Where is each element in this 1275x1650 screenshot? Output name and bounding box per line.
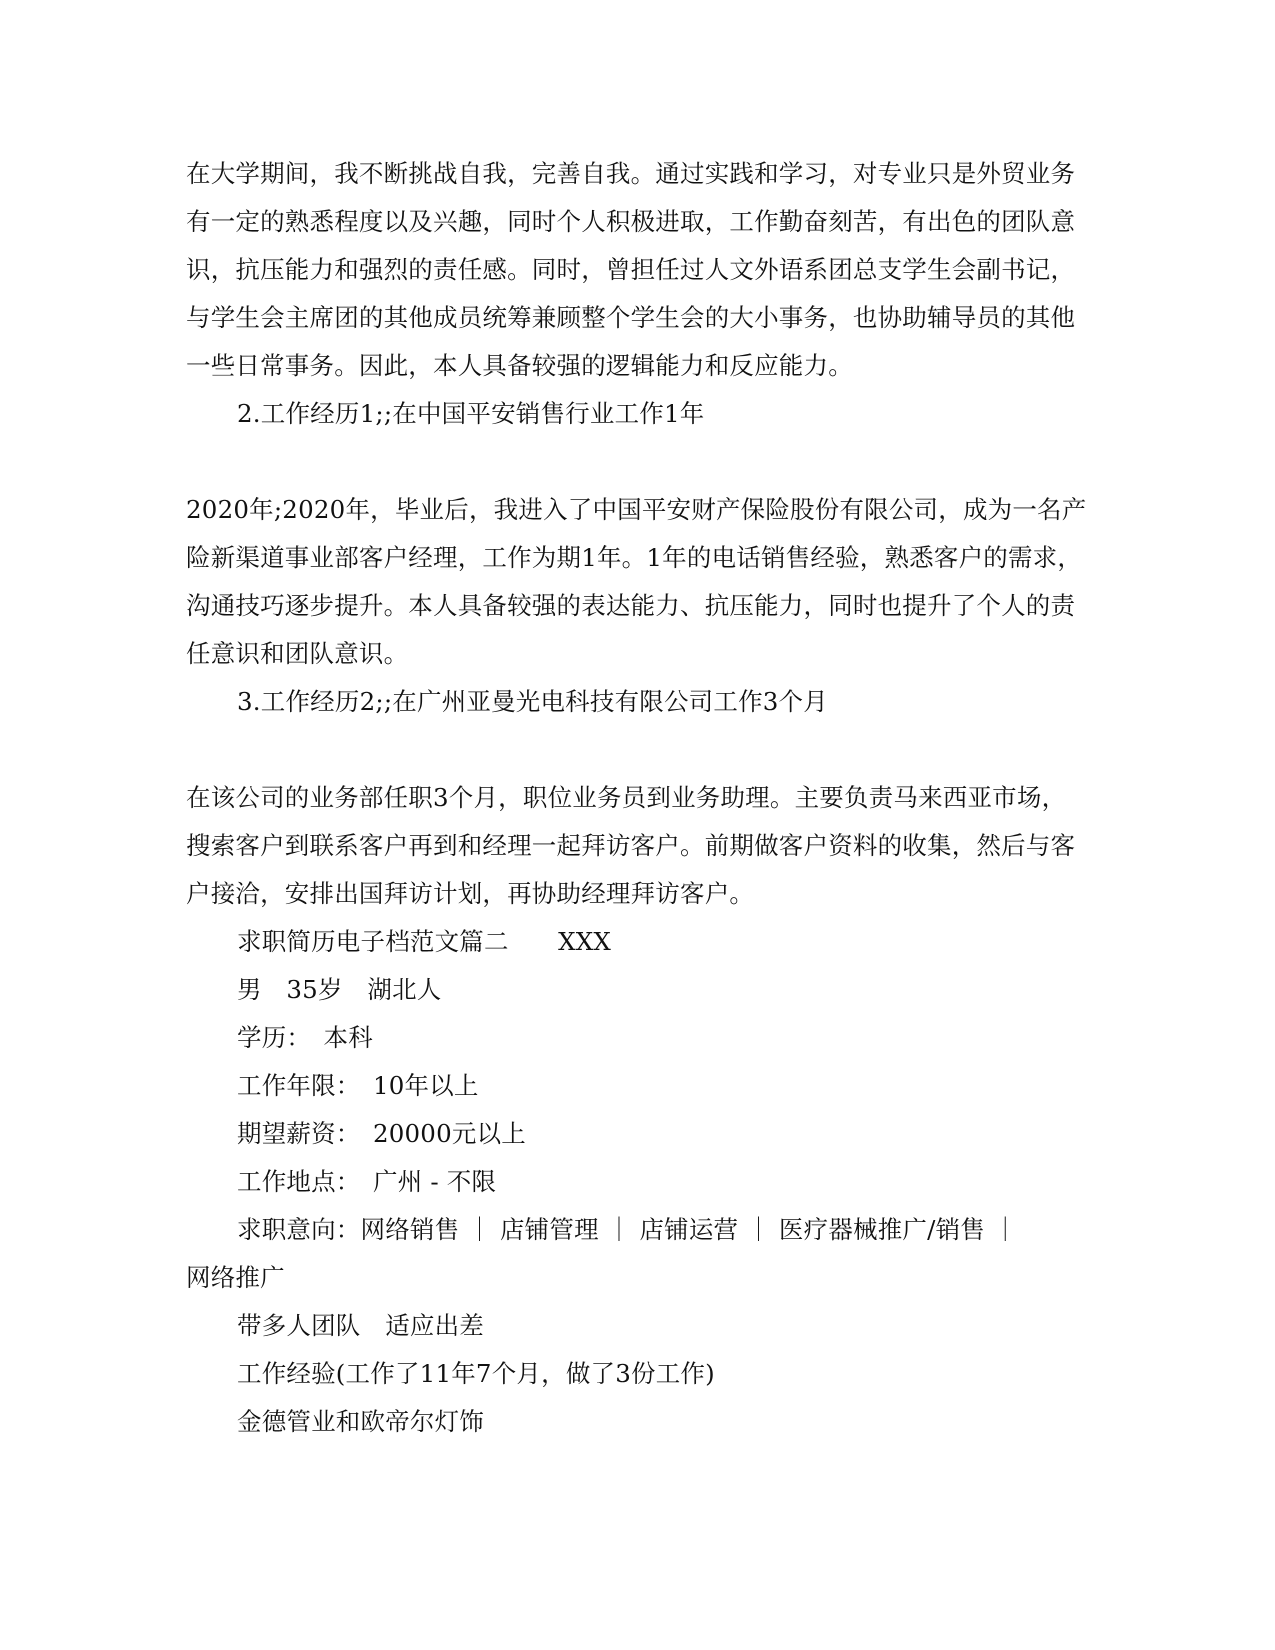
resume-education: 学历： 本科: [237, 1023, 373, 1052]
paragraph-line: 沟通技巧逐步提升。本人具备较强的表达能力、抗压能力，同时也提升了个人的责: [186, 591, 1076, 620]
resume-intent: 求职意向：网络销售 ｜ 店铺管理 ｜ 店铺运营 ｜ 医疗器械推广/销售 ｜: [237, 1215, 1018, 1244]
paragraph-line: 在该公司的业务部任职3个月，职位业务员到业务助理。主要负责马来西亚市场，: [186, 783, 1067, 812]
paragraph-line: 户接洽，安排出国拜访计划，再协助经理拜访客户。: [186, 879, 755, 908]
resume-basic-info: 男 35岁 湖北人: [237, 975, 442, 1004]
resume-tags: 带多人团队 适应出差: [237, 1311, 484, 1340]
paragraph-line: 与学生会主席团的其他成员统筹兼顾整个学生会的大小事务，也协助辅导员的其他: [186, 303, 1076, 332]
section-heading-work-1: 2.工作经历1;;在中国平安销售行业工作1年: [237, 399, 705, 428]
paragraph-line: 险新渠道事业部客户经理，工作为期1年。1年的电话销售经验，熟悉客户的需求，: [186, 543, 1083, 572]
section-heading-work-2: 3.工作经历2;;在广州亚曼光电科技有限公司工作3个月: [237, 687, 828, 716]
resume-location: 工作地点： 广州 - 不限: [237, 1167, 497, 1196]
paragraph-line: 在大学期间，我不断挑战自我，完善自我。通过实践和学习，对专业只是外贸业务: [186, 159, 1076, 188]
resume-title: 求职简历电子档范文篇二 XXX: [237, 927, 612, 956]
paragraph-line: 搜索客户到联系客户再到和经理一起拜访客户。前期做客户资料的收集，然后与客: [186, 831, 1076, 860]
paragraph-line: 2020年;2020年，毕业后，我进入了中国平安财产保险股份有限公司，成为一名产: [186, 495, 1087, 524]
resume-years: 工作年限： 10年以上: [237, 1071, 479, 1100]
paragraph-line: 识，抗压能力和强烈的责任感。同时，曾担任过人文外语系团总支学生会副书记，: [186, 255, 1076, 284]
resume-company: 金德管业和欧帝尔灯饰: [237, 1407, 484, 1436]
resume-salary: 期望薪资： 20000元以上: [237, 1119, 526, 1148]
paragraph-line: 一些日常事务。因此，本人具备较强的逻辑能力和反应能力。: [186, 351, 853, 380]
resume-experience: 工作经验(工作了11年7个月，做了3份工作): [237, 1359, 715, 1388]
paragraph-line: 有一定的熟悉程度以及兴趣，同时个人积极进取，工作勤奋刻苦，有出色的团队意: [186, 207, 1076, 236]
resume-intent-continued: 网络推广: [186, 1263, 285, 1292]
paragraph-line: 任意识和团队意识。: [186, 639, 409, 668]
